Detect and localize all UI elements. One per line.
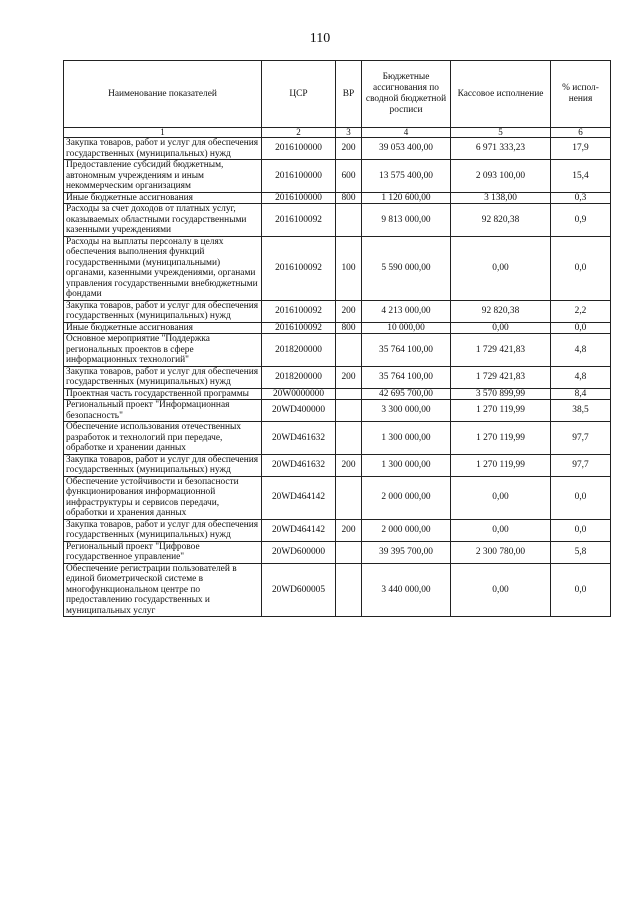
execution-percent-cell: 38,5 (551, 400, 611, 422)
budget-allocation-cell: 3 300 000,00 (362, 400, 451, 422)
budget-allocation-cell: 35 764 100,00 (362, 366, 451, 388)
execution-percent-cell: 97,7 (551, 454, 611, 476)
csr-cell: 20WD464142 (262, 476, 336, 519)
csr-cell: 2016100092 (262, 236, 336, 300)
cash-execution-cell: 92 820,38 (451, 204, 551, 237)
budget-allocation-cell: 1 120 600,00 (362, 192, 451, 204)
table-row (64, 454, 611, 476)
cash-execution-cell: 0,00 (451, 563, 551, 617)
indicator-name-cell: Закупка товаров, работ и услуг для обеспечения государственных (муниципальных) нужд (64, 519, 262, 541)
table-row (64, 563, 611, 617)
table-row (64, 138, 611, 160)
csr-cell: 2016100092 (262, 300, 336, 322)
indicator-name-cell: Закупка товаров, работ и услуг для обеспечения государственных (муниципальных) нужд (64, 138, 262, 160)
cash-execution-cell: 1 729 421,83 (451, 366, 551, 388)
vr-cell: 200 (336, 300, 362, 322)
execution-percent-cell: 8,4 (551, 388, 611, 400)
execution-percent-cell: 4,8 (551, 334, 611, 367)
budget-allocation-cell: 13 575 400,00 (362, 160, 451, 193)
budget-allocation-cell: 1 300 000,00 (362, 422, 451, 455)
vr-cell (336, 204, 362, 237)
page-number: 110 (309, 31, 331, 46)
csr-cell: 20W0000000 (262, 388, 336, 400)
vr-cell (336, 400, 362, 422)
csr-cell: 20WD600000 (262, 541, 336, 563)
cash-execution-cell: 1 270 119,99 (451, 454, 551, 476)
table-row (64, 476, 611, 519)
vr-cell (336, 476, 362, 519)
execution-percent-cell: 0,9 (551, 204, 611, 237)
budget-allocation-cell: 2 000 000,00 (362, 519, 451, 541)
csr-cell: 2016100000 (262, 192, 336, 204)
column-number: 5 (451, 128, 551, 138)
column-number: 3 (336, 128, 362, 138)
table-row (64, 541, 611, 563)
cash-execution-cell: 1 270 119,99 (451, 400, 551, 422)
indicator-name-cell: Иные бюджетные ассигнования (64, 322, 262, 334)
vr-cell (336, 388, 362, 400)
indicator-name-cell: Закупка товаров, работ и услуг для обеспечения государственных (муниципальных) нужд (64, 366, 262, 388)
execution-percent-cell: 0,0 (551, 563, 611, 617)
execution-percent-cell: 4,8 (551, 366, 611, 388)
indicator-name-cell: Расходы на выплаты персоналу в целях обеспечения выполнения функций государственными (муниципальными) органами, казенными учреждениями, органами управления государственными внебюджетными фондами (64, 236, 262, 300)
budget-allocation-cell: 1 300 000,00 (362, 454, 451, 476)
table-row (64, 160, 611, 193)
cash-execution-cell: 2 300 780,00 (451, 541, 551, 563)
budget-allocation-cell: 2 000 000,00 (362, 476, 451, 519)
csr-cell: 2016100000 (262, 160, 336, 193)
execution-percent-cell: 0,0 (551, 519, 611, 541)
csr-cell: 20WD461632 (262, 422, 336, 455)
table-row (64, 300, 611, 322)
execution-percent-cell: 15,4 (551, 160, 611, 193)
cash-execution-cell: 0,00 (451, 476, 551, 519)
indicator-name-cell: Расходы за счет доходов от платных услуг, оказываемых областными государственными казенными учреждениями (64, 204, 262, 237)
vr-cell: 600 (336, 160, 362, 193)
csr-cell: 20WD600005 (262, 563, 336, 617)
header-indicator-name: Наименование показателей (64, 61, 262, 128)
table-row (64, 236, 611, 300)
table-row (64, 192, 611, 204)
cash-execution-cell: 1 270 119,99 (451, 422, 551, 455)
header-budget-allocations: Бюджетные ассигнования по сводной бюджетной росписи (362, 61, 451, 128)
table-row (64, 366, 611, 388)
table-row (64, 204, 611, 237)
csr-cell: 20WD464142 (262, 519, 336, 541)
column-number-row (64, 128, 611, 138)
vr-cell (336, 563, 362, 617)
vr-cell: 100 (336, 236, 362, 300)
vr-cell: 200 (336, 519, 362, 541)
indicator-name-cell: Предоставление субсидий бюджетным, автономным учреждениям и иным некоммерческим организациям (64, 160, 262, 193)
execution-percent-cell: 0,3 (551, 192, 611, 204)
cash-execution-cell: 0,00 (451, 519, 551, 541)
table-row (64, 422, 611, 455)
cash-execution-cell: 0,00 (451, 236, 551, 300)
table-row (64, 334, 611, 367)
vr-cell: 200 (336, 138, 362, 160)
budget-allocation-cell: 3 440 000,00 (362, 563, 451, 617)
indicator-name-cell: Основное мероприятие "Поддержка региональных проектов в сфере информационных технологий" (64, 334, 262, 367)
indicator-name-cell: Обеспечение использования отечественных разработок и технологий при передаче, обработке и хранении данных (64, 422, 262, 455)
header-cash-execution: Кассовое исполнение (451, 61, 551, 128)
vr-cell: 800 (336, 192, 362, 204)
indicator-name-cell: Региональный проект "Информационная безопасность" (64, 400, 262, 422)
indicator-name-cell: Закупка товаров, работ и услуг для обеспечения государственных (муниципальных) нужд (64, 300, 262, 322)
budget-execution-table (63, 60, 611, 617)
indicator-name-cell: Проектная часть государственной программы (64, 388, 262, 400)
indicator-name-cell: Обеспечение устойчивости и безопасности функционирования информационной инфраструктуры и сервисов передачи, обработки и хранения данных (64, 476, 262, 519)
cash-execution-cell: 3 570 899,99 (451, 388, 551, 400)
execution-percent-cell: 0,0 (551, 322, 611, 334)
indicator-name-cell: Иные бюджетные ассигнования (64, 192, 262, 204)
execution-percent-cell: 0,0 (551, 236, 611, 300)
vr-cell (336, 541, 362, 563)
execution-percent-cell: 17,9 (551, 138, 611, 160)
budget-allocation-cell: 9 813 000,00 (362, 204, 451, 237)
budget-allocation-cell: 39 053 400,00 (362, 138, 451, 160)
header-csr: ЦСР (262, 61, 336, 128)
table-row (64, 400, 611, 422)
budget-allocation-cell: 39 395 700,00 (362, 541, 451, 563)
header-row (64, 61, 611, 128)
budget-allocation-cell: 4 213 000,00 (362, 300, 451, 322)
vr-cell (336, 422, 362, 455)
header-execution-percent: % испол-нения (551, 61, 611, 128)
cash-execution-cell: 1 729 421,83 (451, 334, 551, 367)
indicator-name-cell: Обеспечение регистрации пользователей в единой биометрической системе в многофункциональном центре по предоставлению государственных и муниципальных услуг (64, 563, 262, 617)
csr-cell: 2018200000 (262, 366, 336, 388)
csr-cell: 2016100000 (262, 138, 336, 160)
cash-execution-cell: 92 820,38 (451, 300, 551, 322)
column-number: 6 (551, 128, 611, 138)
column-number: 1 (64, 128, 262, 138)
vr-cell: 800 (336, 322, 362, 334)
csr-cell: 2016100092 (262, 322, 336, 334)
vr-cell: 200 (336, 454, 362, 476)
cash-execution-cell: 2 093 100,00 (451, 160, 551, 193)
budget-allocation-cell: 42 695 700,00 (362, 388, 451, 400)
vr-cell (336, 334, 362, 367)
cash-execution-cell: 0,00 (451, 322, 551, 334)
csr-cell: 20WD461632 (262, 454, 336, 476)
csr-cell: 2016100092 (262, 204, 336, 237)
budget-allocation-cell: 5 590 000,00 (362, 236, 451, 300)
table-row (64, 322, 611, 334)
table-row (64, 519, 611, 541)
execution-percent-cell: 97,7 (551, 422, 611, 455)
execution-percent-cell: 0,0 (551, 476, 611, 519)
indicator-name-cell: Региональный проект "Цифровое государственное управление" (64, 541, 262, 563)
cash-execution-cell: 3 138,00 (451, 192, 551, 204)
csr-cell: 2018200000 (262, 334, 336, 367)
cash-execution-cell: 6 971 333,23 (451, 138, 551, 160)
column-number: 4 (362, 128, 451, 138)
budget-allocation-cell: 10 000,00 (362, 322, 451, 334)
execution-percent-cell: 2,2 (551, 300, 611, 322)
column-number: 2 (262, 128, 336, 138)
indicator-name-cell: Закупка товаров, работ и услуг для обеспечения государственных (муниципальных) нужд (64, 454, 262, 476)
vr-cell: 200 (336, 366, 362, 388)
execution-percent-cell: 5,8 (551, 541, 611, 563)
table-body (64, 138, 611, 617)
table-row (64, 388, 611, 400)
csr-cell: 20WD400000 (262, 400, 336, 422)
budget-allocation-cell: 35 764 100,00 (362, 334, 451, 367)
header-vr: ВР (336, 61, 362, 128)
